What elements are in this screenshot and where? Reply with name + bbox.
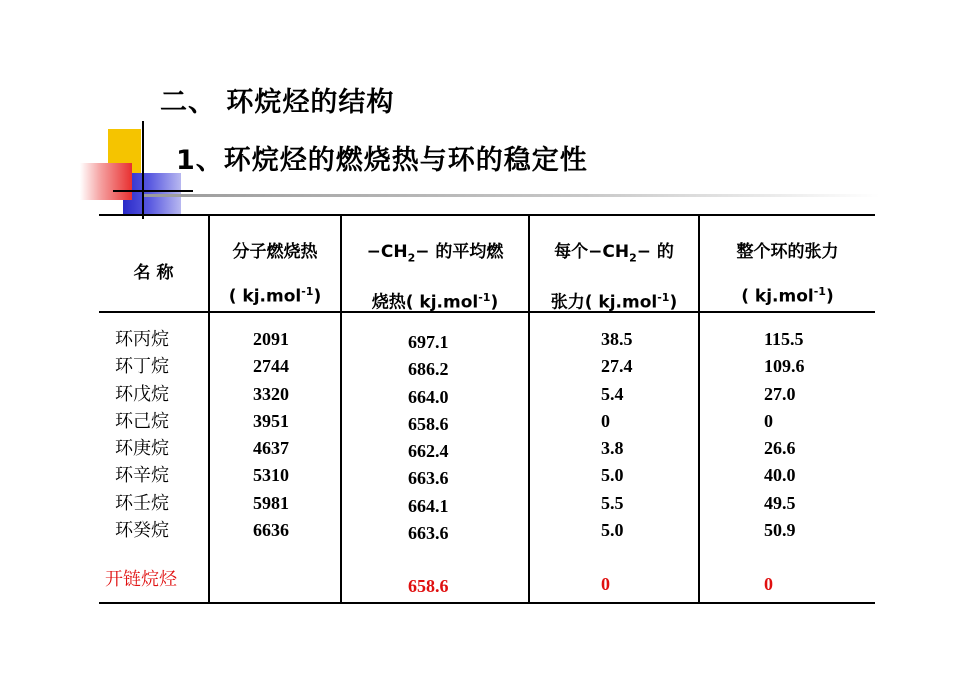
row-avg: 662.4	[408, 441, 449, 462]
title-underline	[144, 194, 880, 197]
row-strain-ch2: 0	[601, 410, 610, 431]
table-top-rule	[99, 214, 875, 216]
row-strain-ch2: 27.4	[601, 356, 633, 377]
row-heat: 2091	[253, 329, 289, 349]
row-strain-ch2: 5.5	[601, 492, 624, 513]
subsection-title: 1、环烷烃的燃烧热与环的稳定性	[176, 145, 588, 176]
row-name: 环壬烷	[115, 492, 169, 514]
reference-strain-ch2: 0	[601, 574, 610, 594]
row-avg: 664.0	[408, 386, 449, 407]
row-heat: 6636	[253, 520, 289, 541]
row-strain-ch2: 5.0	[601, 465, 624, 486]
row-strain-ch2: 3.8	[601, 438, 624, 459]
row-heat: 5310	[253, 465, 289, 486]
row-name: 环庚烷	[115, 438, 169, 460]
header-name	[99, 258, 208, 283]
header-strain-per-ch2-line1: 每个$-CH_2-$ 的	[554, 242, 674, 265]
header-strain-per-ch2-line2: 张力( kj.mol$^{-1}$)	[550, 291, 678, 314]
header-combustion-heat-line1: 分子燃烧热	[232, 242, 318, 262]
row-strain-ring: 115.5	[764, 329, 804, 349]
row-avg: 663.6	[408, 468, 449, 489]
decor-vertical-line	[142, 121, 144, 219]
header-avg-heat-line1: $-CH_2-$ 的平均燃	[366, 242, 504, 265]
row-name: 环丙烷	[115, 329, 169, 350]
header-combustion-heat	[210, 232, 340, 317]
row-heat: 3951	[253, 410, 289, 431]
row-strain-ring: 0	[764, 410, 773, 431]
header-ring-strain-line2: ( kj.mol$^{-1}$)	[741, 285, 834, 307]
row-heat: 2744	[253, 356, 289, 377]
row-name: 环戊烷	[115, 383, 169, 405]
header-combustion-heat-line2: ( kj.mol$^{-1}$)	[228, 285, 322, 307]
row-heat: 4637	[253, 438, 289, 459]
reference-avg: 658.6	[408, 576, 449, 596]
row-name: 环己烷	[115, 410, 169, 432]
row-strain-ch2: 5.4	[601, 383, 624, 404]
row-strain-ch2: 38.5	[601, 329, 633, 349]
column-strain-ring	[764, 326, 805, 544]
row-heat: 5981	[253, 492, 289, 513]
row-strain-ring: 26.6	[764, 438, 796, 459]
row-avg: 664.1	[408, 495, 449, 516]
column-avg	[408, 329, 449, 547]
header-strain-per-ch2	[530, 232, 698, 323]
row-avg: 658.6	[408, 413, 449, 434]
row-strain-ring: 49.5	[764, 492, 796, 513]
row-avg: 697.1	[408, 332, 449, 352]
row-heat: 3320	[253, 383, 289, 404]
header-ring-strain	[700, 232, 875, 317]
reference-strain-ring: 0	[764, 574, 773, 594]
decor-horizontal-line	[113, 190, 193, 192]
row-name: 环辛烷	[115, 465, 169, 487]
column-names	[115, 326, 169, 544]
row-name: 环丁烷	[115, 356, 169, 378]
row-strain-ch2: 5.0	[601, 520, 624, 541]
row-strain-ring: 27.0	[764, 383, 796, 404]
header-ring-strain-line1: 整个环的张力	[736, 242, 839, 262]
header-avg-heat	[342, 232, 528, 323]
row-strain-ring: 109.6	[764, 356, 805, 377]
column-heat	[253, 326, 289, 544]
header-avg-heat-line2: 烧热( kj.mol$^{-1}$)	[371, 291, 499, 314]
decor-red-square	[80, 163, 132, 200]
header-name-text: 名 称	[133, 263, 174, 283]
column-strain-ch2	[601, 326, 633, 544]
section-title: 二、 环烷烃的结构	[160, 87, 395, 118]
row-avg: 663.6	[408, 523, 449, 544]
reference-name: 开链烷烃	[105, 569, 177, 590]
row-name: 环癸烷	[115, 520, 169, 542]
row-strain-ring: 40.0	[764, 465, 796, 486]
row-strain-ring: 50.9	[764, 520, 796, 541]
row-avg: 686.2	[408, 359, 449, 380]
table-bottom-rule	[99, 602, 875, 604]
